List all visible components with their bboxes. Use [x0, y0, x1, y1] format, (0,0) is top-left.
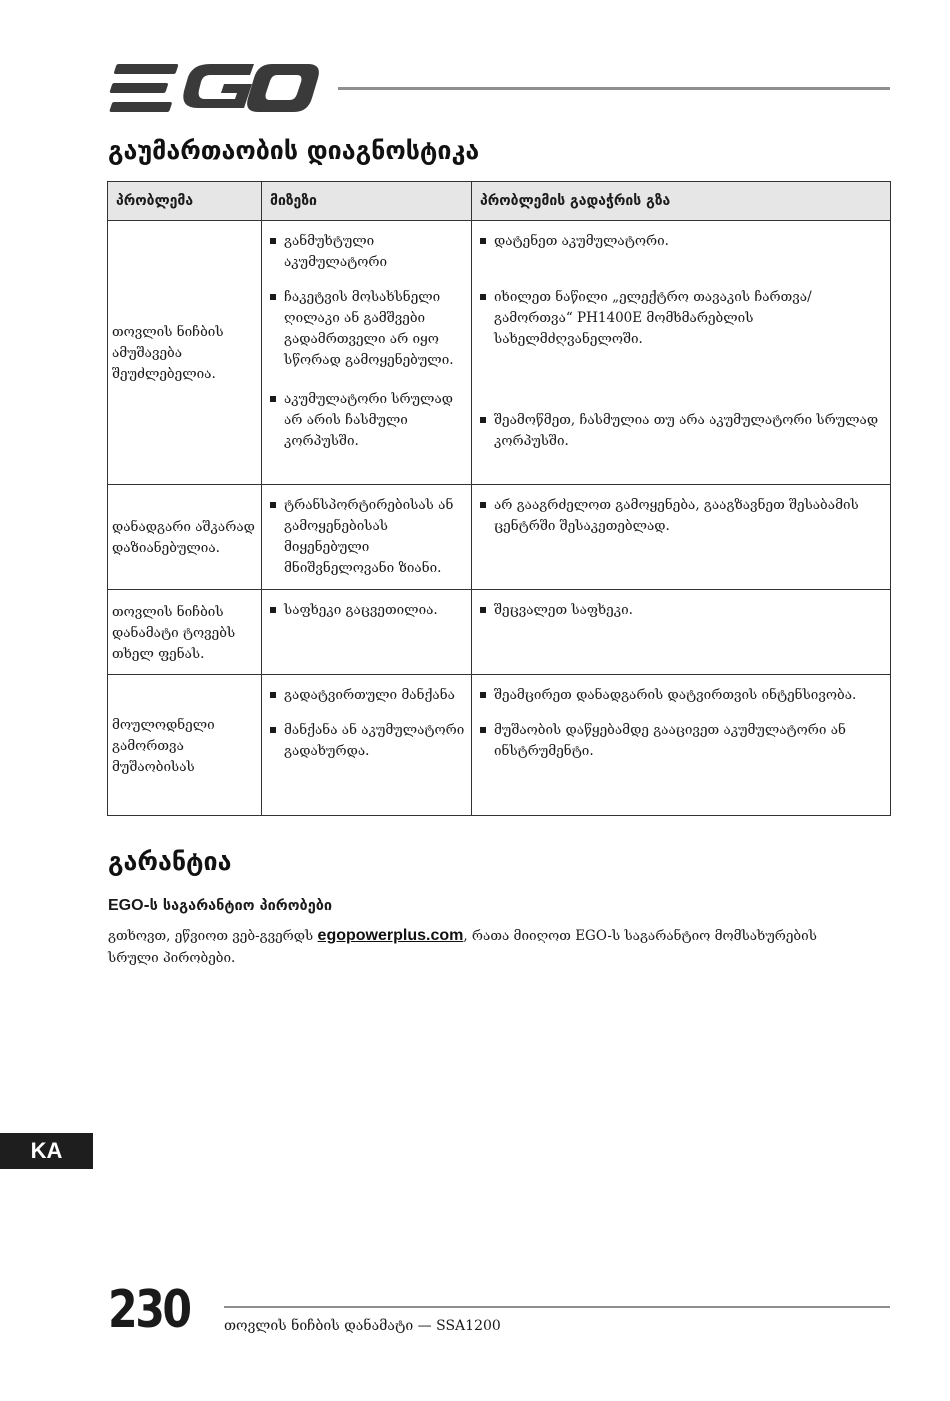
header-problem: პრობლემა [108, 182, 262, 221]
solution-item: დატენეთ აკუმულატორი. [478, 231, 884, 252]
cause-item: მანქანა ან აკუმულატორი გადახურდა. [268, 720, 465, 762]
solution-item: იხილეთ ნაწილი „ელექტრო თავაკის ჩართვა/გამორთვა“ PH1400E მომხმარებლის სახელმძღვანელოში. [478, 287, 884, 350]
warranty-subtitle-brand: EGO [108, 897, 144, 914]
header-solution: პრობლემის გადაჭრის გზა [472, 182, 891, 221]
solution-cell [472, 590, 891, 675]
warranty-paragraph [108, 925, 828, 969]
problem-cell: მოულოდნელი გამორთვა მუშაობისას [108, 675, 262, 816]
solution-cell [472, 675, 891, 816]
cause-item: საფხეკი გაცვეთილია. [268, 600, 465, 621]
solution-item: არ გააგრძელოთ გამოყენება, გააგზავნეთ შესაბამის ცენტრში შესაკეთებლად. [478, 495, 884, 537]
problem-cell: დანადგარი აშკარად დაზიანებულია. [108, 485, 262, 590]
warranty-title: გარანტია [108, 847, 232, 876]
header-cause: მიზეზი [262, 182, 472, 221]
problem-cell: თოვლის ნიჩბის ამუშავება შეუძლებელია. [108, 221, 262, 485]
footer-text: თოვლის ნიჩბის დანამატი — SSA1200 [224, 1318, 501, 1334]
page-number: 230 [108, 1280, 190, 1340]
solution-cell [472, 221, 891, 485]
footer-rule [224, 1306, 890, 1308]
warranty-text-before: გთხოვთ, ეწვიოთ ვებ-გვერდს [108, 928, 318, 944]
table-row [108, 485, 891, 590]
cause-item: განმუხტული აკუმულატორი [268, 231, 465, 273]
warranty-subtitle [108, 897, 332, 915]
cause-item: ჩაკეტვის მოსახსნელი ღილაკი ან გამშვები გადამრთველი არ იყო სწორად გამოყენებული. [268, 287, 465, 371]
solution-item: შეამცირეთ დანადგარის დატვირთვის ინტენსივობა. [478, 685, 884, 706]
troubleshooting-title: გაუმართაობის დიაგნოსტიკა [108, 136, 480, 165]
language-tab: KA [0, 1133, 93, 1169]
solution-item: შეცვალეთ საფხეკი. [478, 600, 884, 621]
cause-item: აკუმულატორი სრულად არ არის ჩასმული კორპუსში. [268, 389, 465, 452]
table-row [108, 590, 891, 675]
warranty-subtitle-text: -ს საგარანტიო პირობები [143, 898, 333, 914]
cause-cell [262, 675, 472, 816]
solution-item: მუშაობის დაწყებამდე გააცივეთ აკუმულატორი ან ინსტრუმენტი. [478, 720, 884, 762]
solution-item: შეამოწმეთ, ჩასმულია თუ არა აკუმულატორი სრულად კორპუსში. [478, 410, 884, 452]
problem-cell: თოვლის ნიჩბის დანამატი ტოვებს თხელ ფენას. [108, 590, 262, 675]
warranty-text-after: , რათა მიიღოთ EGO-ს საგარანტიო მომსახურების სრული პირობები. [108, 928, 817, 966]
table-row [108, 221, 891, 485]
warranty-link[interactable]: egopowerplus.com [317, 927, 464, 944]
cause-cell [262, 485, 472, 590]
table-header-row [108, 182, 891, 221]
solution-cell [472, 485, 891, 590]
cause-item: ტრანსპორტირებისას ან გამოყენებისას მიყენებული მნიშვნელოვანი ზიანი. [268, 495, 465, 579]
cause-cell [262, 590, 472, 675]
ego-logo [106, 60, 320, 116]
header-rule [338, 87, 890, 90]
table-row [108, 675, 891, 816]
cause-item: გადატვირთული მანქანა [268, 685, 465, 706]
troubleshooting-table [107, 181, 891, 816]
cause-cell [262, 221, 472, 485]
